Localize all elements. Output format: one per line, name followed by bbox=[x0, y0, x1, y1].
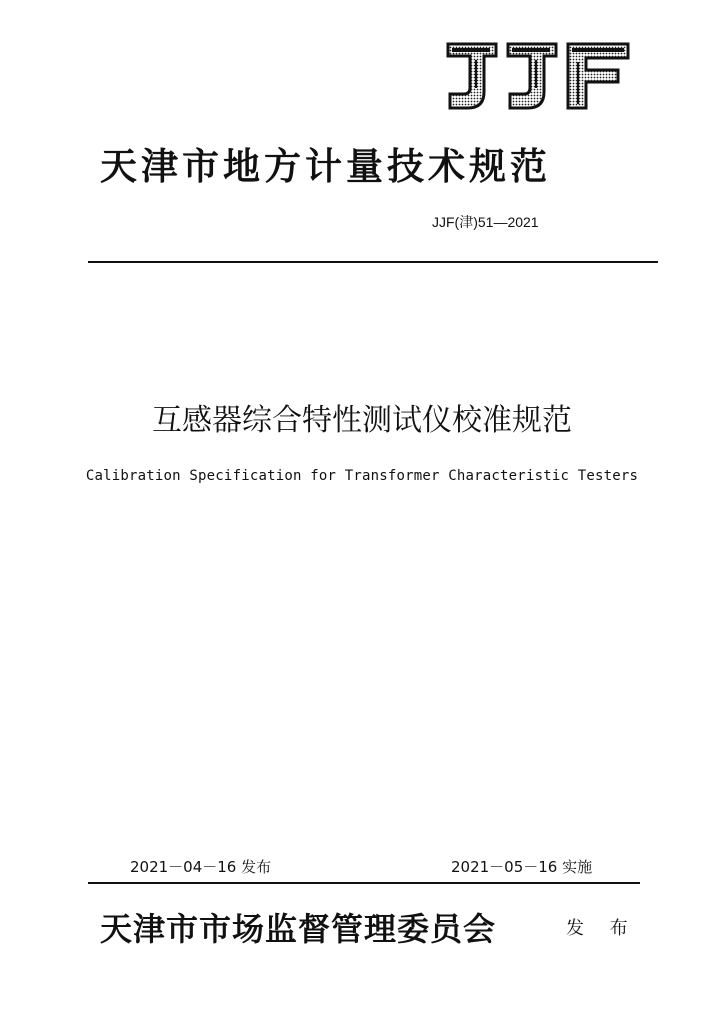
issue-date: 2021－04－16 发布 bbox=[130, 858, 272, 876]
issuing-authority: 天津市市场监督管理委员会 bbox=[100, 910, 497, 948]
jjf-logo bbox=[440, 40, 632, 114]
authority-title: 天津市地方计量技术规范 bbox=[100, 144, 551, 188]
document-title-chinese: 互感器综合特性测试仪校准规范 bbox=[152, 403, 572, 438]
footer-divider bbox=[88, 882, 640, 884]
header-divider bbox=[88, 261, 658, 263]
document-title-english: Calibration Specification for Transformer Characteristic Testers bbox=[85, 468, 639, 484]
effective-date: 2021－05－16 实施 bbox=[451, 858, 593, 876]
document-number: JJF(津)51—2021 bbox=[432, 214, 539, 230]
issued-label: 发 布 bbox=[566, 918, 638, 939]
